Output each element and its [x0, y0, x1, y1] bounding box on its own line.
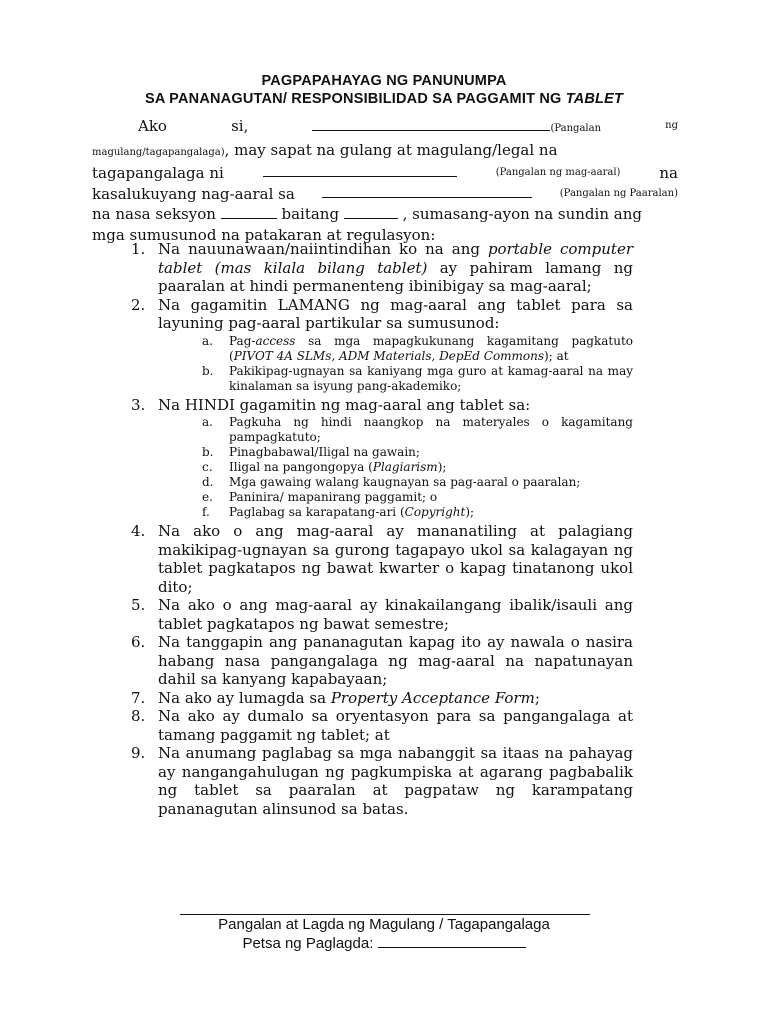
item-number: 5.	[131, 596, 146, 614]
intro-line2-rest: , may sapat na gulang at magulang/legal na	[224, 140, 558, 159]
text-run: Na ako ay lumagda sa	[158, 688, 331, 707]
text-run: Paglabag sa karapatang-ari (	[229, 505, 405, 519]
sub-item-letter: b.	[202, 445, 214, 459]
italic-text: Property Acceptance Form	[330, 688, 535, 707]
sub-list	[158, 334, 633, 394]
item-text	[158, 744, 633, 818]
text-run: sa mga mapagkukunang kagamitang pagkatuto (	[229, 333, 633, 363]
text-run: ); at	[544, 348, 569, 363]
pledge-item	[131, 522, 633, 596]
sub-item	[158, 334, 633, 364]
intro-kasalukuyang: kasalukuyang nag-aaral sa	[92, 184, 295, 203]
sub-item	[158, 445, 633, 460]
sub-list	[158, 415, 633, 520]
text-run: );	[465, 505, 475, 519]
text-run: ay pahiram lamang ng paaralan at hindi permanenteng ibinibigay sa mag-aaral;	[158, 258, 633, 295]
title-line2-text: SA PANANAGUTAN/ RESPONSIBILIDAD SA PAGGAMIT NG	[144, 91, 566, 107]
intro-line-2	[92, 140, 678, 164]
intro-si: si,	[231, 117, 249, 135]
signature-line[interactable]	[180, 914, 590, 915]
sub-item	[158, 505, 633, 520]
parent-hint-cont: magulang/tagapangalaga)	[92, 146, 225, 158]
sub-item-letter: c.	[202, 460, 213, 474]
sub-item	[158, 364, 633, 394]
sub-item-text	[229, 460, 446, 474]
italic-text: portable computer tablet (mas kilala bilang tablet)	[158, 240, 633, 277]
document-title-line1: PAGPAPAHAYAG NG PANUNUMPA	[261, 73, 507, 89]
text-run: Na ako o ang mag-aaral ay mananatiling at palagiang makikipag-ugnayan sa gurong tagapayo ukol sa kalagayan ng tablet pagkatapos ng bawat kwarter o kapag tinatanong ukol dito;	[158, 522, 633, 596]
sub-item-letter: d.	[202, 475, 214, 489]
item-text	[158, 240, 633, 295]
sub-item-text	[229, 445, 420, 459]
pledge-item	[131, 596, 633, 633]
item-text	[158, 522, 633, 596]
text-run: Na tanggapin ang pananagutan kapag ito ay nawala o nasira habang nasa pangangalaga ng mag-aaral na napatunayan dahil sa kanyang kapabayaan;	[158, 633, 633, 688]
pledge-item	[131, 633, 633, 689]
intro-line-4	[92, 184, 678, 205]
signing-date-blank[interactable]	[378, 934, 526, 948]
student-name-blank[interactable]	[263, 163, 457, 177]
intro-line2	[92, 140, 558, 164]
school-name-blank[interactable]	[322, 184, 532, 198]
text-run: Na HINDI gagamitin ng mag-aaral ang tablet sa:	[158, 395, 531, 414]
item-number: 8.	[131, 707, 146, 725]
sub-item-letter: e.	[202, 490, 213, 504]
signature-date-label: Petsa ng Paglagda:	[242, 935, 378, 952]
text-run: Iligal na pangongopya (	[229, 460, 373, 474]
item-number: 9.	[131, 744, 146, 762]
sub-item	[158, 490, 633, 505]
item-text	[158, 707, 633, 744]
intro-line-1	[92, 116, 678, 140]
pledge-item	[131, 396, 633, 521]
section-blank[interactable]	[221, 205, 277, 219]
school-name-hint: (Pangalan ng Paaralan)	[559, 187, 678, 199]
text-run: Na nauunawaan/naiintindihan ko na ang	[158, 240, 488, 258]
item-text	[158, 296, 633, 333]
text-run: Na gagamitin LAMANG ng mag-aaral ang tablet para sa layuning pag-aaral partikular sa sumusunod:	[158, 295, 633, 332]
intro-seksyon	[92, 204, 642, 225]
item-number: 6.	[131, 633, 146, 651]
sub-item-text	[229, 490, 437, 504]
sub-item-text	[229, 415, 633, 444]
pledge-item	[131, 744, 633, 818]
item-number: 3.	[131, 395, 146, 414]
item-text	[158, 596, 633, 633]
intro-na: na	[659, 164, 678, 182]
text-run: Na anumang paglabag sa mga nabanggit sa itaas na pahayag ay nangangahulugan ng pagkumpiska at agarang pagbabalik ng tablet sa paaralan at pagpataw ng karampatang pananagutan alinsunod sa batas.	[158, 744, 633, 818]
intro-name-field	[312, 116, 601, 140]
text-run: ;	[534, 688, 540, 707]
italic-text: Plagiarism	[372, 460, 438, 474]
item-text	[158, 396, 530, 414]
item-number: 7.	[131, 688, 146, 707]
sub-item-text	[229, 505, 474, 519]
text-run: Pag-	[229, 333, 256, 348]
pledge-item	[131, 296, 633, 394]
text-run: Pinagbabawal/Iligal na gawain;	[229, 445, 420, 459]
intro-seksyon-rest: , sumasang-ayon na sundin ang	[402, 205, 642, 223]
intro-tagapangalaga: tagapangalaga ni	[92, 164, 224, 182]
intro-line-5	[92, 204, 678, 225]
intro-ng: ng	[665, 120, 678, 131]
intro-paragraph	[92, 116, 678, 245]
sub-item-letter: a.	[202, 415, 213, 429]
parent-name-hint: (Pangalan	[550, 123, 602, 134]
item-number: 1.	[131, 240, 146, 258]
item-number: 4.	[131, 522, 146, 540]
text-run: Na ako ay dumalo sa oryentasyon para sa pangangalaga at tamang paggamit ng tablet; at	[158, 707, 633, 744]
sub-item	[158, 460, 633, 475]
italic-text: Copyright	[404, 505, 466, 519]
item-number: 2.	[131, 295, 146, 314]
text-run: Pagkuha ng hindi naangkop na materyales o kagamitang pampagkatuto;	[229, 415, 633, 444]
text-run: Mga gawaing walang kaugnayan sa pag-aaral o paaralan;	[229, 475, 581, 489]
item-text	[158, 633, 633, 688]
intro-seksyon-text: na nasa seksyon	[92, 205, 216, 223]
pledge-list	[131, 240, 633, 818]
sub-item	[158, 415, 633, 445]
text-run: Paninira/ mapanirang paggamit; o	[229, 490, 438, 504]
item-text	[158, 689, 540, 707]
text-run: );	[437, 460, 447, 474]
sub-item-letter: f.	[202, 505, 210, 519]
sub-item-letter: a.	[202, 333, 213, 348]
intro-line-3	[92, 163, 678, 184]
sub-item	[158, 475, 633, 490]
pledge-item	[131, 707, 633, 744]
signature-date	[0, 934, 768, 952]
student-name-hint: (Pangalan ng mag-aaral)	[495, 167, 621, 178]
intro-line-6: mga sumusunod na patakaran at regulasyon:	[92, 225, 436, 244]
signature-label: Pangalan at Lagda ng Magulang / Tagapangalaga	[218, 916, 550, 933]
sub-item-letter: b.	[202, 363, 214, 378]
intro-baitang-text: baitang	[281, 205, 340, 223]
italic-text: PIVOT 4A SLMs, ADM Materials, DepEd Commons	[233, 348, 545, 363]
intro-ako: Ako	[138, 117, 167, 135]
pledge-item	[131, 689, 633, 708]
text-run: Na ako o ang mag-aaral ay kinakailangang ibalik/isauli ang tablet pagkatapos ng bawat semestre;	[158, 596, 633, 633]
grade-blank[interactable]	[344, 205, 398, 219]
sub-item-text	[229, 475, 580, 489]
parent-name-blank[interactable]	[312, 117, 550, 131]
sub-item-text	[229, 334, 633, 363]
sub-item-text	[229, 364, 633, 393]
document-title-line2	[0, 91, 768, 107]
text-run: Pakikipag-ugnayan sa kaniyang mga guro at kamag-aaral na may kinalaman sa isyung pang-akademiko;	[229, 363, 633, 393]
pledge-item	[131, 240, 633, 296]
title-line2-italic: TABLET	[565, 91, 624, 107]
italic-text: access	[255, 333, 296, 348]
